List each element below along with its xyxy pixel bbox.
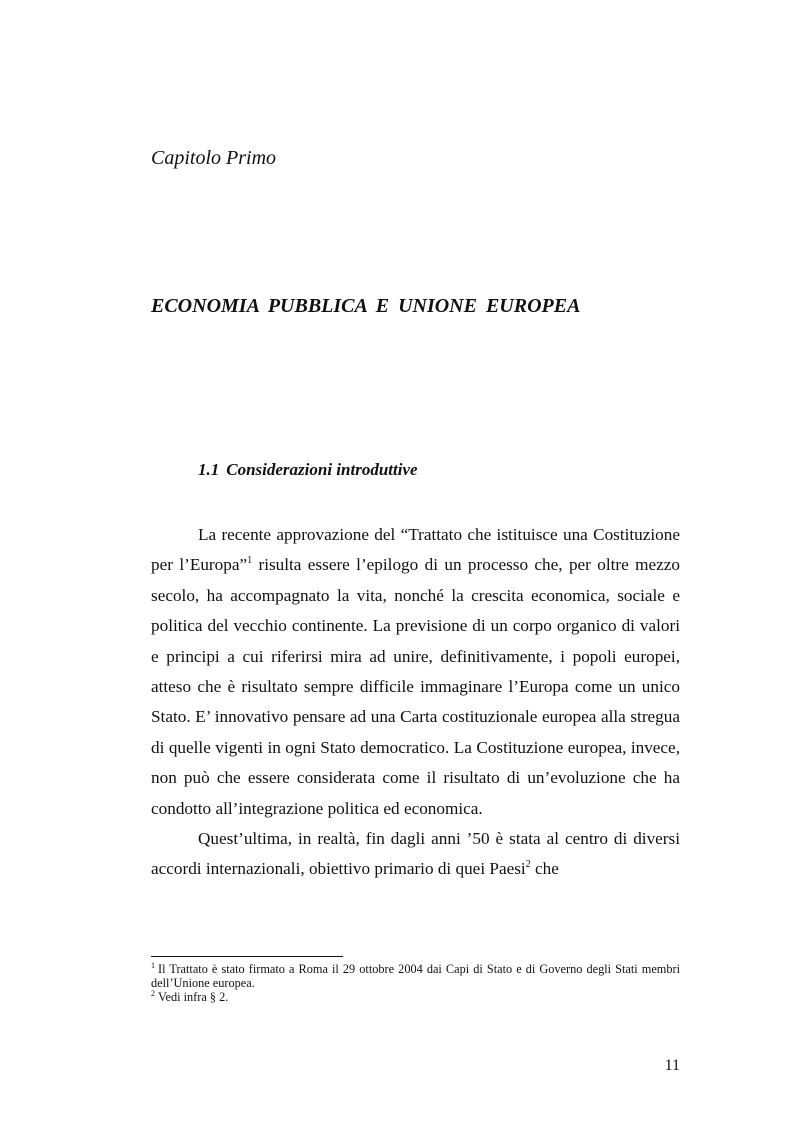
body-text [151,520,680,885]
section-title: Considerazioni introduttive [226,460,418,479]
footnote-reference[interactable]: 2 [525,859,531,871]
footnote-reference[interactable]: 1 [247,555,253,567]
section-number: 1.1 [198,460,220,479]
page-number: 11 [664,1057,680,1074]
footnote-number: 1 [151,961,155,970]
footnote-separator [151,956,343,957]
section-heading [198,460,418,480]
footnote [151,962,680,990]
footnote [151,990,680,1004]
chapter-label: Capitolo Primo [151,147,277,169]
footnote-text: Vedi infra § 2. [158,990,229,1004]
paragraph: La recente approvazione del “Trattato che istituisce una Costituzione per l’Europa”$^1$ risulta essere l’epilogo di un processo che, per oltre mezzo secolo, ha accompagnato la vita, nonché la crescita economica, sociale e politica del vecchio continente. La previsione di un corpo organico di valori e principi a cui riferirsi mira ad unire, definitivamente, i popoli europei, atteso che è risultato sempre difficile immaginare l’Europa come un unico Stato. E’ innovativo pensare ad una Carta costituzionale europea alla stregua di quelle vigenti in ogni Stato democratico. La Costituzione europea, invece, non può che essere considerata come il risultato di un’evoluzione che ha condotto all’integrazione politica ed economica. [151,525,680,818]
footnote-number: 2 [151,989,155,998]
footnotes [151,962,680,1004]
paragraph: Quest’ultima, in realtà, fin dagli anni ’50 è stata al centro di diversi accordi internazionali, obiettivo primario di quei Paesi$^2$ che [151,829,680,879]
footnote-text: Il Trattato è stato firmato a Roma il 29 ottobre 2004 dai Capi di Stato e di Governo degli Stati membri dell’Unione europea. [151,962,680,990]
chapter-title: ECONOMIA PUBBLICA E UNIONE EUROPEA [151,295,581,317]
